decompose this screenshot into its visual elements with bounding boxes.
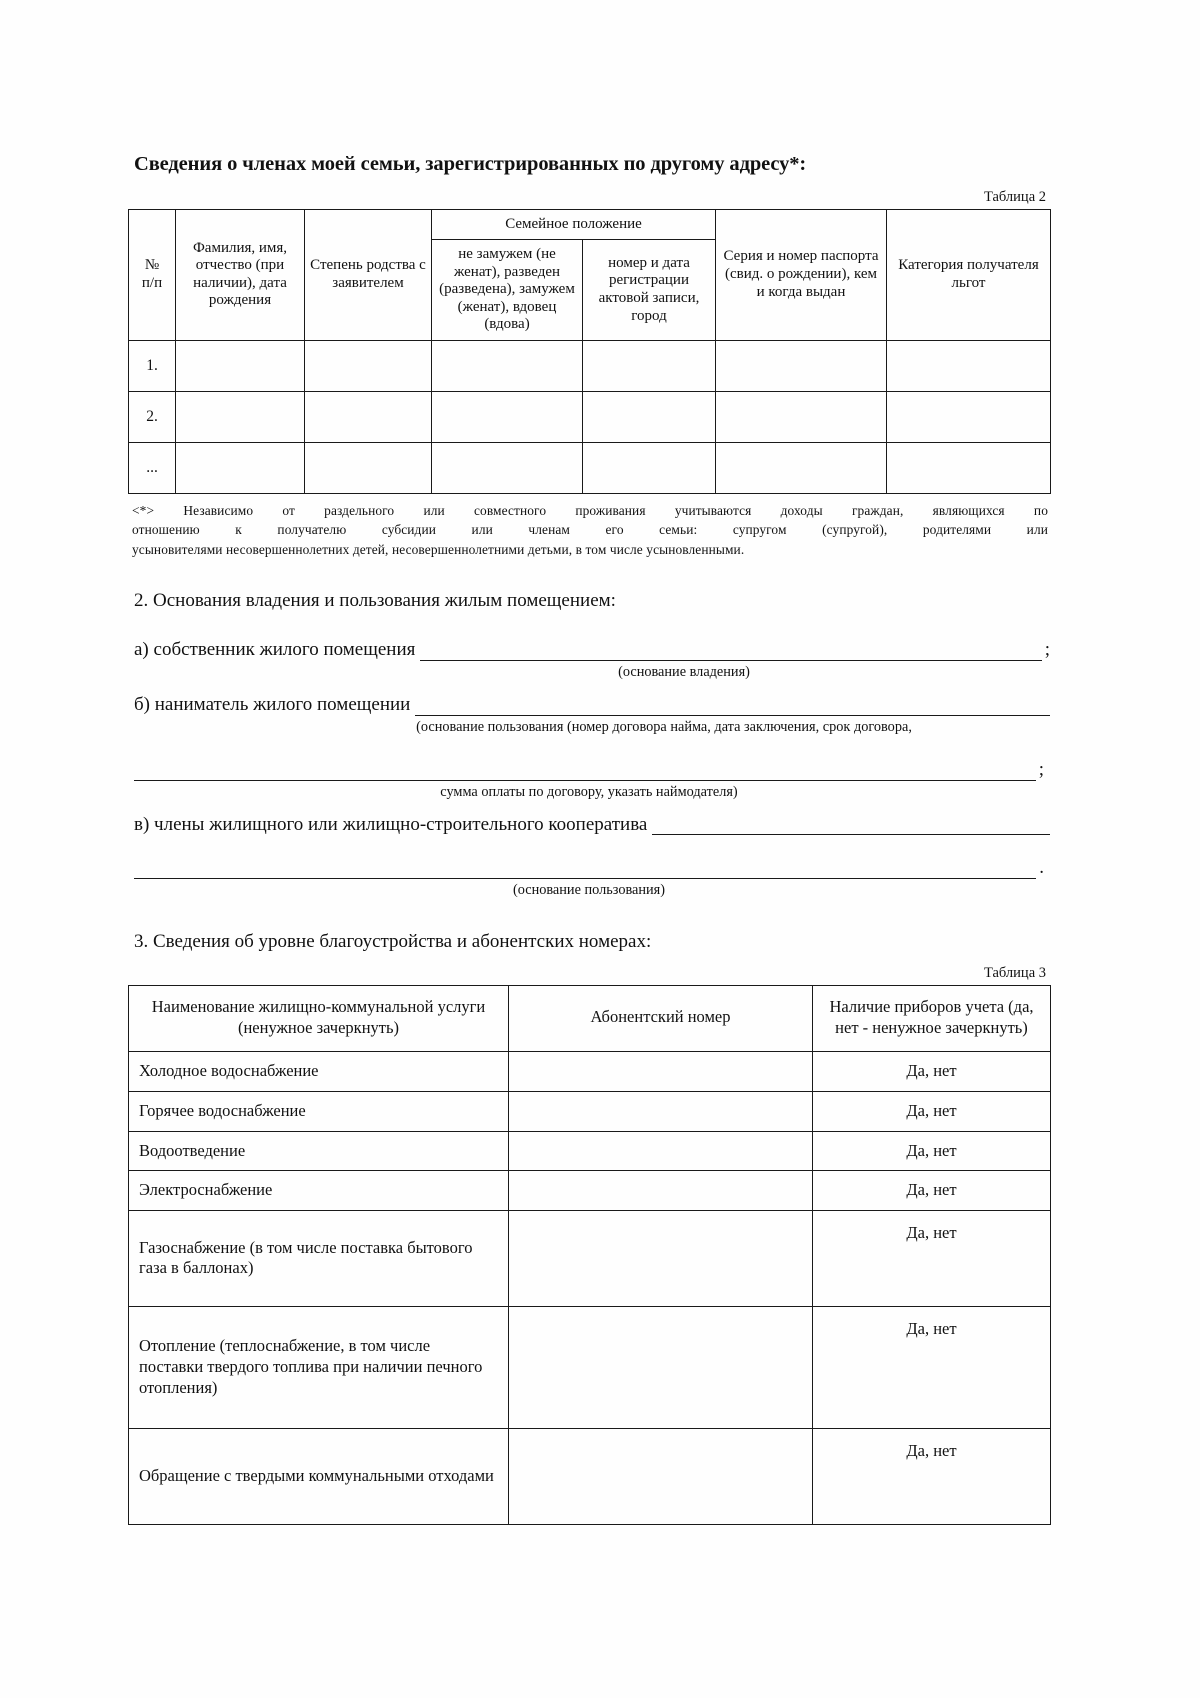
owner-field-label: а) собственник жилого помещения <box>134 638 416 660</box>
family-members-table <box>128 209 1051 494</box>
table2-cell-marital-status[interactable] <box>432 340 583 391</box>
table2-cell-act-record[interactable] <box>583 442 716 493</box>
tenant-field-label: б) наниматель жилого помещении <box>134 693 411 715</box>
table2-col-number-line1: № <box>144 257 160 274</box>
table2-cell-passport[interactable] <box>716 340 887 391</box>
table3-meter-option[interactable]: Да, нет <box>813 1306 1051 1428</box>
table2-row-number: ... <box>129 442 176 493</box>
footnote-line-1: <*> Независимо от раздельного или совместного проживания учитываются доходы граждан, являющихся по <box>132 502 1048 518</box>
table2-cell-passport[interactable] <box>716 391 887 442</box>
table3-subscriber-input[interactable] <box>509 1131 813 1171</box>
table2-header-row-1 <box>129 209 1051 240</box>
table2-footnote <box>132 501 1048 559</box>
table3-service-name: Холодное водоснабжение <box>129 1052 509 1092</box>
table3-service-name: Газоснабжение (в том числе поставка бытового газа в баллонах) <box>129 1210 509 1306</box>
table2-row-number: 1. <box>129 340 176 391</box>
table-row <box>129 1171 1051 1211</box>
table3-subscriber-input[interactable] <box>509 1210 813 1306</box>
table2-col-passport: Серия и номер паспорта (свид. о рождении), кем и когда выдан <box>716 209 887 340</box>
table3-subscriber-input[interactable] <box>509 1052 813 1092</box>
table2-col-category: Категория получателя льгот <box>887 209 1051 340</box>
table2-cell-category[interactable] <box>887 340 1051 391</box>
owner-field-terminator: ; <box>1044 638 1050 660</box>
table3-col-meters: Наличие приборов учета (да, нет - ненужное зачеркнуть) <box>813 986 1051 1052</box>
table3-service-name: Горячее водоснабжение <box>129 1091 509 1131</box>
owner-field-input[interactable] <box>420 640 1041 661</box>
table2-cell-relation[interactable] <box>305 442 432 493</box>
table2-cell-marital-status[interactable] <box>432 391 583 442</box>
owner-field-row <box>134 640 1050 661</box>
table2-col-number <box>129 209 176 340</box>
table-row <box>129 1091 1051 1131</box>
owner-field-caption: (основание владения) <box>618 663 750 680</box>
table3-meter-option[interactable]: Да, нет <box>813 1428 1051 1524</box>
coop-field-row-2 <box>134 857 1044 879</box>
footnote-line-3: усыновителями несовершеннолетних детей, несовершеннолетними детьми, в том числе усыновленными. <box>132 541 745 557</box>
coop-field-caption: (основание пользования) <box>512 882 666 899</box>
tenant-field-input[interactable] <box>415 695 1050 716</box>
table-row <box>129 340 1051 391</box>
table3-meter-option[interactable]: Да, нет <box>813 1171 1051 1211</box>
table3-subscriber-input[interactable] <box>509 1306 813 1428</box>
table2-col-marital-status: не замужем (не женат), разведен (разведена), замужем (женат), вдовец (вдова) <box>432 240 583 341</box>
table-row <box>129 442 1051 493</box>
table3-subscriber-input[interactable] <box>509 1091 813 1131</box>
table2-cell-act-record[interactable] <box>583 340 716 391</box>
section-3-heading: 3. Сведения об уровне благоустройства и абонентских номерах: <box>134 931 652 953</box>
table3-service-name: Водоотведение <box>129 1131 509 1171</box>
tenant-field-terminator: ; <box>1038 758 1044 780</box>
table3-subscriber-input[interactable] <box>509 1428 813 1524</box>
footnote-line-2: отношению к получателю субсидии или членам его семьи: супругом (супругой), родителями или <box>132 522 1048 538</box>
table-row <box>129 1131 1051 1171</box>
table2-cell-relation[interactable] <box>305 340 432 391</box>
table3-service-name: Электроснабжение <box>129 1171 509 1211</box>
table-row <box>129 391 1051 442</box>
tenant-field-input-2[interactable] <box>134 762 1036 781</box>
table2-col-fullname: Фамилия, имя, отчество (при наличии), дата рождения <box>176 209 305 340</box>
table-row <box>129 1306 1051 1428</box>
coop-field-input[interactable] <box>652 814 1050 835</box>
page-title: Сведения о членах моей семьи, зарегистрированных по другому адресу*: <box>134 153 807 175</box>
table3-subscriber-input[interactable] <box>509 1171 813 1211</box>
table2-cell-relation[interactable] <box>305 391 432 442</box>
table-row <box>129 1052 1051 1092</box>
table3-col-subscriber: Абонентский номер <box>509 986 813 1052</box>
table2-cell-fullname[interactable] <box>176 340 305 391</box>
table2-col-act-record: номер и дата регистрации актовой записи, город <box>583 240 716 341</box>
table2-cell-marital-status[interactable] <box>432 442 583 493</box>
table2-col-relation: Степень родства с заявителем <box>305 209 432 340</box>
table3-caption: Таблица 3 <box>983 965 1046 981</box>
coop-field-row <box>134 814 1050 835</box>
table2-cell-act-record[interactable] <box>583 391 716 442</box>
tenant-field-caption-2: сумма оплаты по договору, указать наймодателя) <box>440 783 738 800</box>
tenant-field-row-2 <box>134 759 1044 781</box>
table3-col-service: Наименование жилищно-коммунальной услуги (ненужное зачеркнуть) <box>129 986 509 1052</box>
table2-col-number-line2: п/п <box>141 274 163 291</box>
table3-meter-option[interactable]: Да, нет <box>813 1091 1051 1131</box>
table2-cell-fullname[interactable] <box>176 391 305 442</box>
tenant-field-caption-1: (основание пользования (номер договора найма, дата заключения, срок договора, <box>416 718 912 735</box>
table3-service-name: Отопление (теплоснабжение, в том числе поставки твердого топлива при наличии печного отопления) <box>129 1306 509 1428</box>
section-2-heading: 2. Основания владения и пользования жилым помещением: <box>134 590 616 612</box>
table2-caption: Таблица 2 <box>983 188 1046 205</box>
table3-meter-option[interactable]: Да, нет <box>813 1210 1051 1306</box>
utilities-table <box>128 985 1051 1525</box>
table3-service-name: Обращение с твердыми коммунальными отходами <box>129 1428 509 1524</box>
utilities-table-wrap <box>128 985 1050 1525</box>
table3-meter-option[interactable]: Да, нет <box>813 1052 1051 1092</box>
table2-col-marital-group: Семейное положение <box>432 209 716 240</box>
page-content <box>128 152 1050 1525</box>
table2-cell-passport[interactable] <box>716 442 887 493</box>
coop-field-input-2[interactable] <box>134 860 1036 879</box>
table-row <box>129 1210 1051 1306</box>
coop-field-label: в) члены жилищного или жилищно-строительного кооператива <box>134 813 648 835</box>
table2-cell-category[interactable] <box>887 442 1051 493</box>
table3-header-row <box>129 986 1051 1052</box>
table-row <box>129 1428 1051 1524</box>
table2-cell-category[interactable] <box>887 391 1051 442</box>
table2-cell-fullname[interactable] <box>176 442 305 493</box>
table2-row-number: 2. <box>129 391 176 442</box>
tenant-field-row <box>134 695 1050 716</box>
table3-meter-option[interactable]: Да, нет <box>813 1131 1051 1171</box>
coop-field-terminator: . <box>1039 857 1044 879</box>
